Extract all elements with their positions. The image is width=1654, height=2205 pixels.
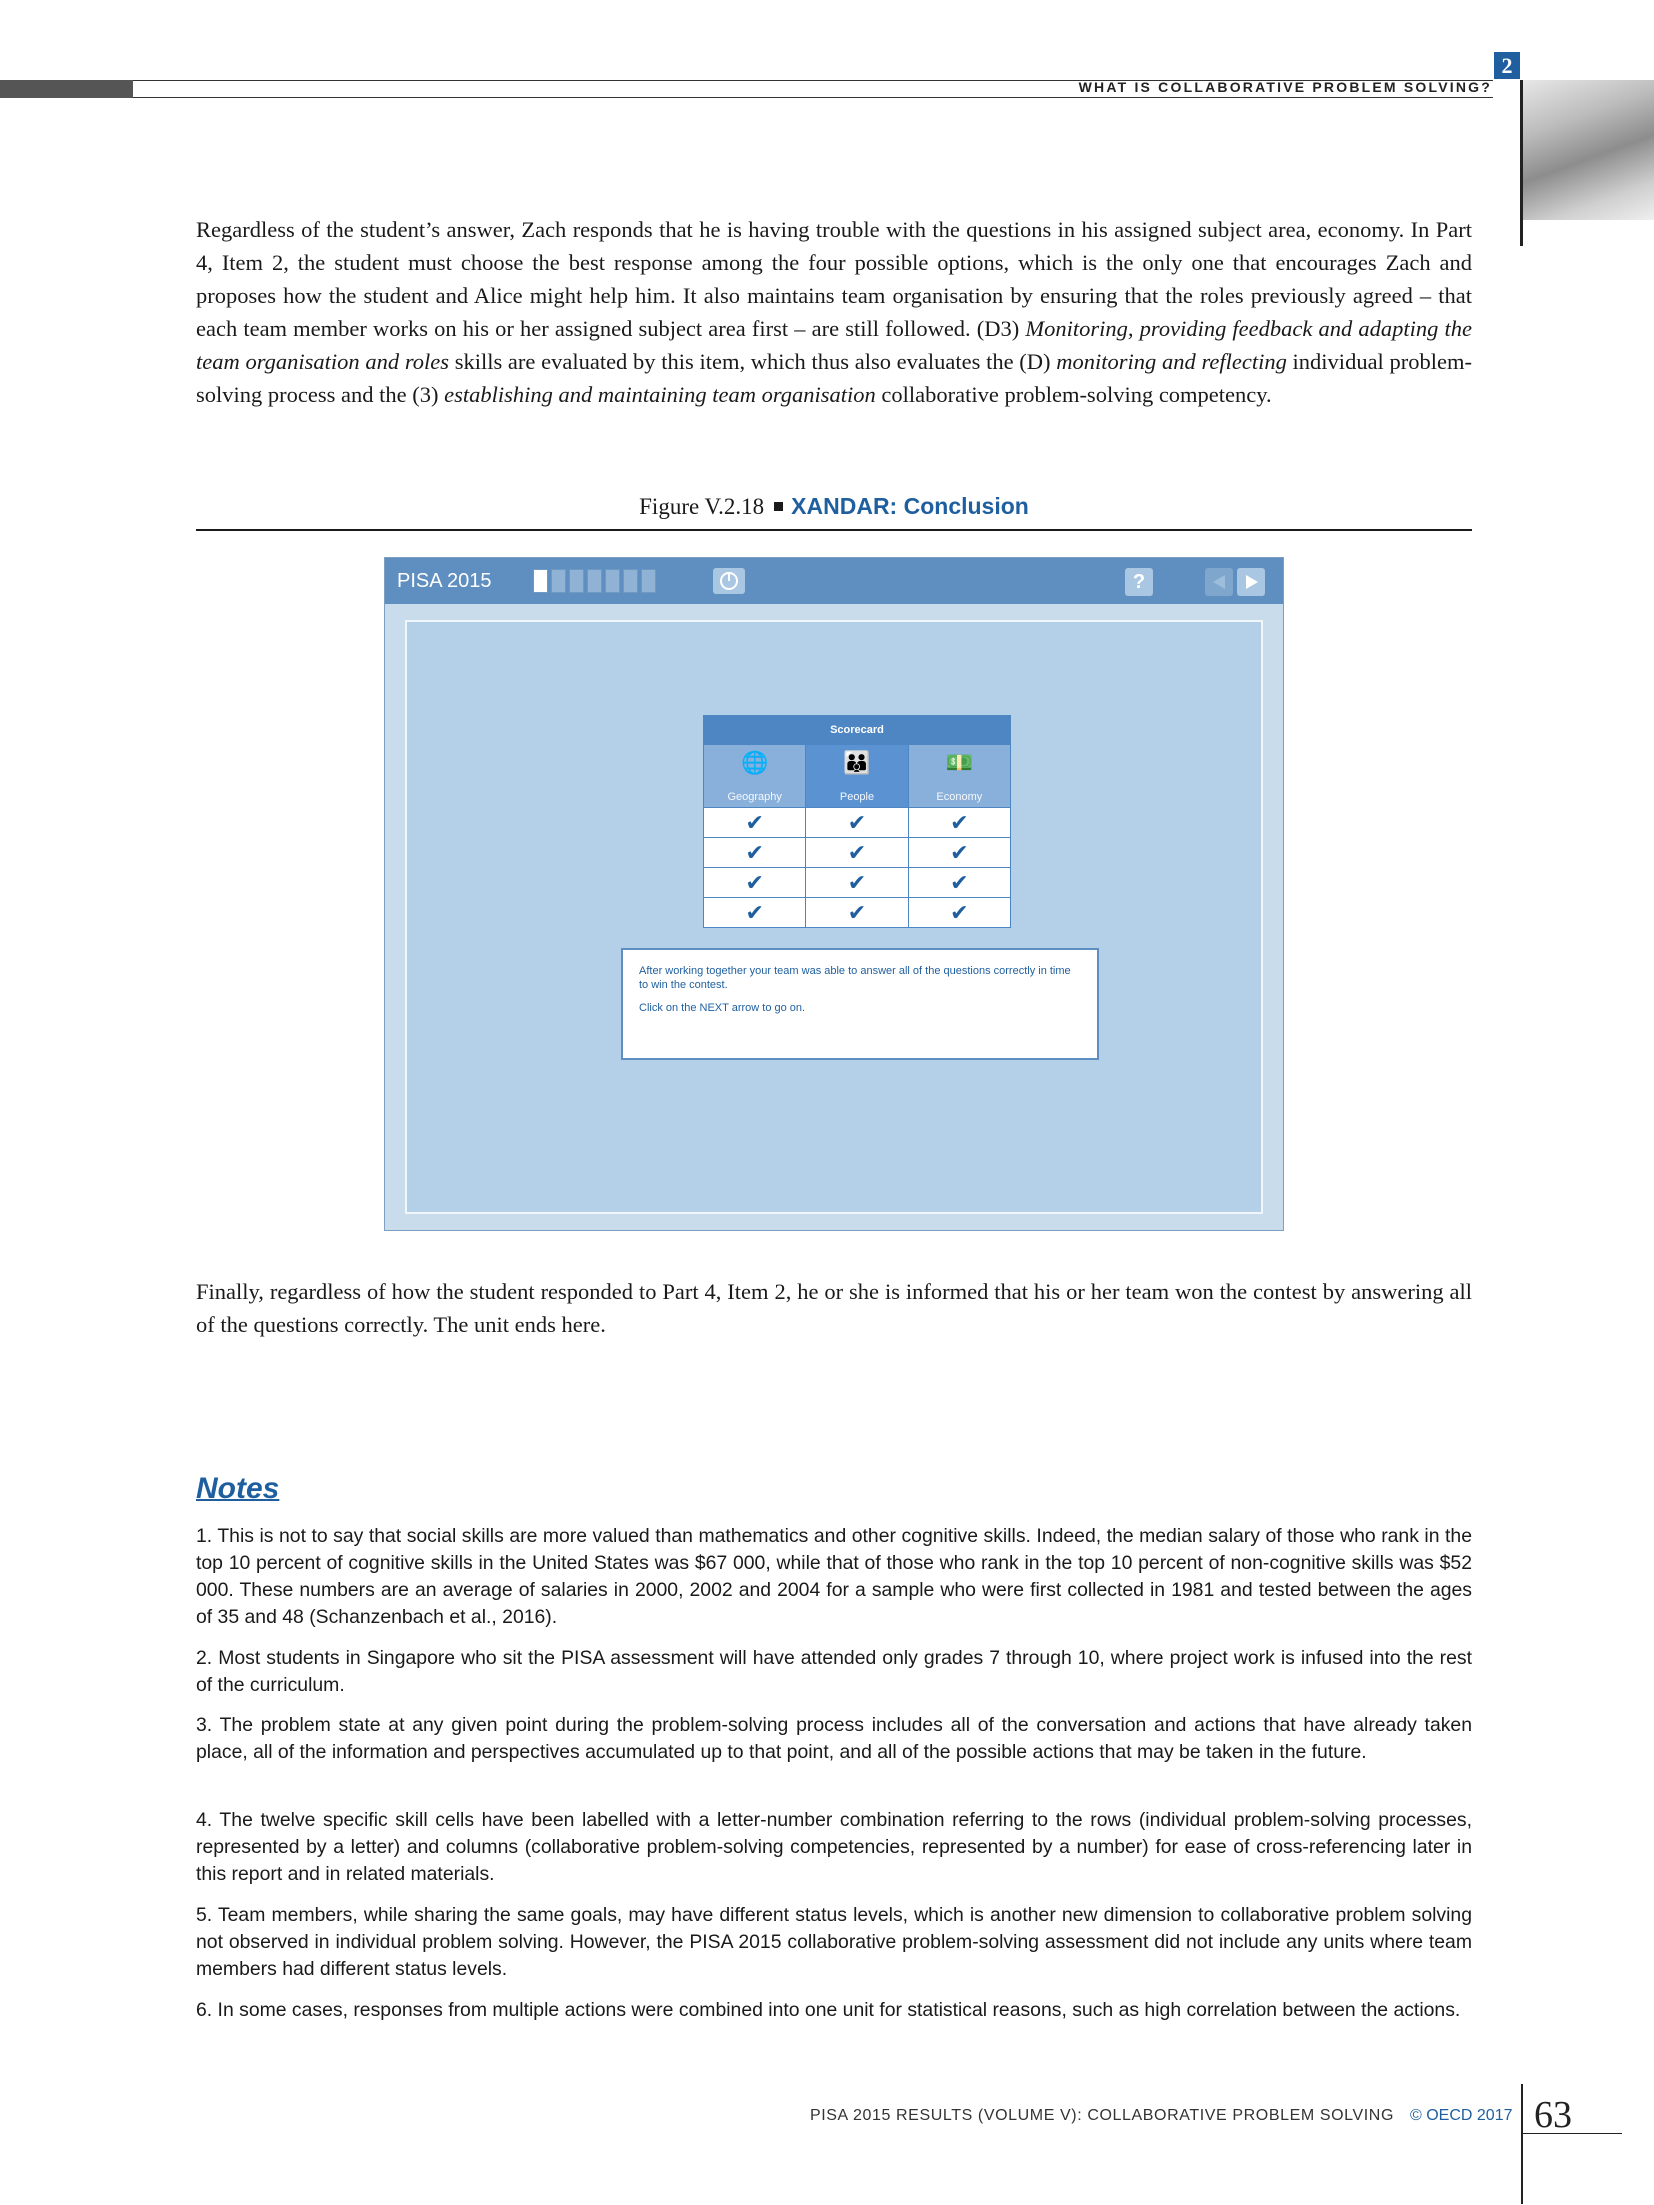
note-item: 6. In some cases, responses from multiple actions were combined into one unit for statistical reasons, such as high correlation between the actions.: [196, 1999, 1461, 2021]
checkmark-icon: ✔: [806, 898, 908, 928]
scorecard-categories: [703, 745, 1011, 808]
progress-step: [569, 569, 584, 593]
body-paragraph-1: Regardless of the student’s answer, Zach responds that he is having trouble with the questions in his assigned subject area, economy. In Part 4, Item 2, the student must choose the best response among the four possible options, which is the only one that encourages Zach and proposes how the student and Alice might help him. It also maintains team organisation by ensuring that the roles previously agreed – that each team member works on his or her assigned subject area first – are still followed. (D3) Monitoring, providing feedback and adapting the team organisation and roles skills are evaluated by this item, which thus also evaluates the (D) monitoring and reflecting individual problem-solving process and the (3) establishing and maintaining team organisation collaborative problem-solving competency.: [196, 217, 1472, 407]
progress-step: [623, 569, 638, 593]
money-icon: 💵: [945, 750, 974, 775]
back-arrow-button[interactable]: [1205, 568, 1233, 596]
chapter-number-badge: 2: [1494, 52, 1520, 79]
category-label: Geography: [727, 791, 782, 803]
category-geography: [704, 745, 806, 808]
checkmark-icon: ✔: [704, 808, 806, 838]
checkmark-icon: ✔: [704, 838, 806, 868]
message-instruction: Click on the NEXT arrow to go on.: [639, 1002, 806, 1014]
app-title: PISA 2015: [397, 570, 492, 592]
checkmark-icon: ✔: [704, 898, 806, 928]
note-item: 1. This is not to say that social skills are more valued than mathematics and other cognitive skills. Indeed, the median salary of those who rank in the top 10 percent of cognitive skills in the United States was $67 000, while that of those who rank in the top 10 percent of non-cognitive skills was $52 000. These numbers are an average of salaries in 2000, 2002 and 2004 for a sample who were first collected in 1981 and tested between the ages of 35 and 48 (Schanzenbach et al., 2016).: [196, 1525, 1472, 1628]
people-icon: 👪: [843, 750, 871, 775]
header-rule-bottom: [133, 97, 1493, 98]
figure-rule: [196, 529, 1472, 531]
category-label: Economy: [936, 791, 983, 803]
globe-icon: 🌐: [740, 750, 769, 775]
footer-copyright: © OECD 2017: [1410, 2107, 1513, 2124]
scorecard: [703, 715, 1011, 928]
pisa-task-screenshot: [384, 557, 1284, 1231]
timer-icon[interactable]: [713, 568, 745, 594]
checkmark-icon: ✔: [909, 898, 1011, 928]
figure-caption: [196, 493, 1472, 520]
scorecard-row: [703, 808, 1011, 838]
page-number: 63: [1534, 2094, 1572, 2136]
checkmark-icon: ✔: [704, 868, 806, 898]
header-vertical-rule: [1520, 80, 1523, 246]
progress-indicator: [533, 569, 656, 593]
note-item: 3. The problem state at any given point during the problem-solving process includes all of the conversation and actions that have already taken place, all of the information and perspectives accumulated up to that point, and all of the possible actions that may be taken in the future.: [196, 1714, 1472, 1763]
figure-label: Figure V.2.18: [639, 494, 765, 519]
checkmark-icon: ✔: [909, 808, 1011, 838]
progress-step: [533, 569, 548, 593]
progress-step: [605, 569, 620, 593]
student-writing-photo: [1520, 80, 1654, 220]
category-people: [806, 745, 908, 808]
checkmark-icon: ✔: [806, 808, 908, 838]
running-header-title: WHAT IS COLLABORATIVE PROBLEM SOLVING?: [1078, 79, 1492, 95]
scorecard-row: [703, 838, 1011, 868]
note-item: 2. Most students in Singapore who sit the PISA assessment will have attended only grades 7 through 10, where project work is infused into the rest of the curriculum.: [196, 1647, 1472, 1696]
bullet-square-icon: [774, 502, 783, 511]
task-content-area: [405, 620, 1263, 1214]
message-text: After working together your team was able to answer all of the questions correctly in time to win the contest.: [639, 965, 1071, 991]
category-economy: [909, 745, 1011, 808]
category-label: People: [839, 791, 875, 803]
note-item: 4. The twelve specific skill cells have been labelled with a letter-number combination referring to the rows (individual problem-solving processes, represented by a letter) and columns (collaborative problem-solving competencies, represented by a number) for ease of cross-referencing later in this report and in related materials.: [196, 1809, 1472, 1885]
task-toolbar: [385, 558, 1283, 604]
progress-step: [551, 569, 566, 593]
footer-publication: PISA 2015 RESULTS (VOLUME V): COLLABORATIVE PROBLEM SOLVING: [809, 2107, 1394, 2124]
checkmark-icon: ✔: [806, 868, 908, 898]
progress-step: [587, 569, 602, 593]
footer-vertical-rule: [1521, 2084, 1523, 2204]
help-button[interactable]: ?: [1125, 568, 1153, 596]
scorecard-title: Scorecard: [703, 715, 1011, 745]
conclusion-message-box: [621, 948, 1099, 1060]
header-bar: [0, 80, 133, 98]
note-item: 5. Team members, while sharing the same goals, may have different status levels, which is another new dimension to collaborative problem solving not observed in individual problem solving. However, the PISA 2015 collaborative problem-solving assessment did not include any units where team members had different status levels.: [196, 1904, 1472, 1980]
body-paragraph-2: Finally, regardless of how the student responded to Part 4, Item 2, he or she is informed that his or her team won the contest by answering all of the questions correctly. The unit ends here.: [196, 1279, 1472, 1337]
checkmark-icon: ✔: [806, 838, 908, 868]
next-arrow-button[interactable]: [1237, 568, 1265, 596]
scorecard-row: [703, 868, 1011, 898]
progress-step: [641, 569, 656, 593]
notes-heading: Notes: [196, 1472, 280, 1505]
figure-title: XANDAR: Conclusion: [791, 493, 1029, 519]
checkmark-icon: ✔: [909, 868, 1011, 898]
checkmark-icon: ✔: [909, 838, 1011, 868]
scorecard-row: [703, 898, 1011, 928]
